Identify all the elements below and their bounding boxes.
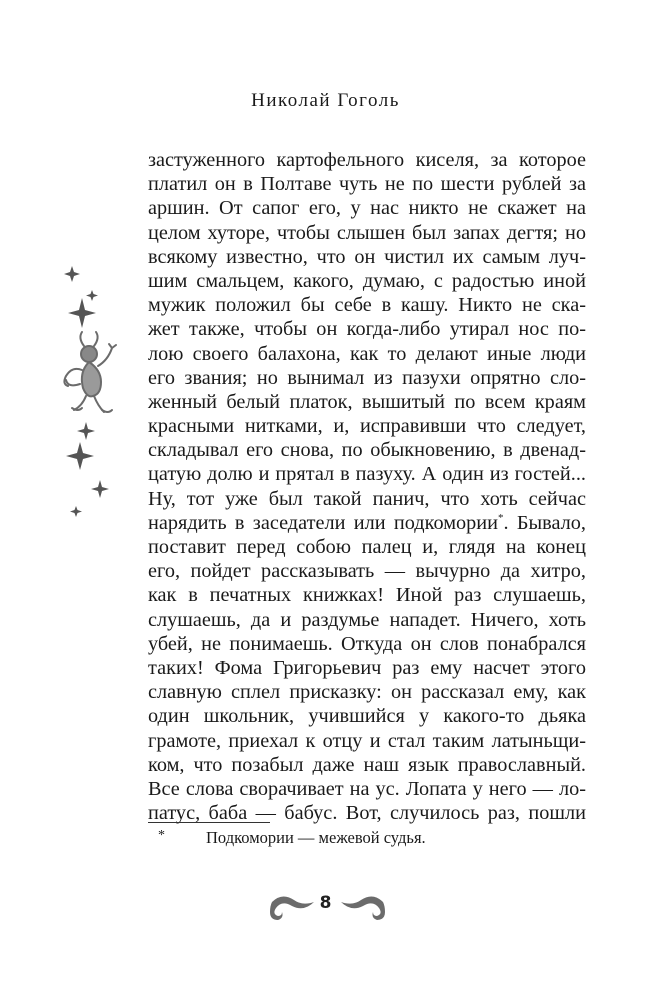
- devil-figure: [64, 332, 116, 412]
- text-line: патус, баба — бабус. Вот, случилось раз, пошли: [148, 802, 586, 825]
- sparkle-icon: [64, 266, 80, 282]
- text-line: славную сплел присказку: он рассказал ему, как: [148, 681, 586, 704]
- footnote-mark: *: [158, 828, 165, 843]
- text-line: красными нитками, и, исправивши что следует,: [148, 415, 586, 438]
- text-line: убей, не понимаешь. Откуда он слов понабрался: [148, 632, 586, 655]
- text-line: лою своего балахона, как то делают иные люди: [148, 342, 586, 365]
- body-text: [148, 148, 586, 825]
- sparkle-icon: [86, 290, 98, 301]
- text-line: женный белый платок, вышитый по всем краям: [148, 390, 586, 413]
- text-line: как в печатных книжках! Иной раз слушаешь,: [148, 584, 586, 607]
- text-line: таких! Фома Григорьевич раз ему насчет этого: [148, 656, 586, 679]
- sparkle-icon: [91, 480, 109, 498]
- text-fragment: . Бывало,: [503, 511, 587, 534]
- sparkle-icon: [66, 442, 94, 470]
- sparkle-icon: [68, 298, 96, 328]
- text-line: цатую долю и прятал в пазуху. А один из гостей...: [148, 463, 586, 486]
- text-line: шим смальцем, какого, думаю, с радостью иной: [148, 269, 586, 292]
- footnote-divider: [148, 822, 270, 823]
- running-title: Николай Гоголь: [251, 90, 400, 111]
- text-line: складывал его снова, по обыкновению, в двенад-: [148, 439, 586, 462]
- text-line: поставит перед собою палец и, глядя на конец: [148, 536, 586, 558]
- devil-illustration: [46, 258, 136, 528]
- text-line: его звания; но вынимал из пазухи опрятно сло-: [148, 366, 586, 389]
- sparkle-icon: [70, 506, 82, 517]
- text-line: мужик положил бы себе в кашу. Никто не ска-: [148, 294, 586, 317]
- text-line-with-footnote: [148, 511, 586, 535]
- text-line: платил он в Полтаве чуть не по шести рублей за: [148, 173, 586, 196]
- text-line: слушаешь, да и раздумье нападет. Ничего, хоть: [148, 608, 586, 631]
- text-line: аршин. От сапог его, у нас никто не скажет на: [148, 197, 586, 220]
- text-line: всякому известно, что он чистил их самым луч-: [148, 245, 586, 268]
- text-line: один школьник, учившийся у какого-то дьяка: [148, 705, 586, 728]
- text-line: застуженного картофельного киселя, за которое: [148, 149, 586, 171]
- footnote: [158, 828, 586, 848]
- text-line: его, пойдет рассказывать — вычурно да хитро,: [148, 560, 586, 583]
- text-line: целом хуторе, чтобы слышен был запах дегтя; но: [148, 221, 586, 244]
- text-line: ком, что позабыл даже наш язык православный.: [148, 753, 586, 776]
- text-fragment: нарядить в заседатели или подкомории: [148, 511, 499, 534]
- page-number: 8: [319, 893, 332, 913]
- text-line: Ну, тот уже был такой панич, что хоть сейчас: [148, 487, 586, 510]
- footnote-reference[interactable]: *: [498, 511, 504, 524]
- footnote-text: Подкомории — межевой судья.: [206, 828, 426, 847]
- text-line: жет также, чтобы он когда-либо утирал нос по-: [148, 318, 586, 341]
- sparkle-icon: [77, 422, 95, 440]
- text-line: грамоте, приехал к отцу и стал таким латыньщи-: [148, 729, 586, 752]
- text-line: Все слова сворачивает на ус. Лопата у него — ло-: [148, 777, 586, 800]
